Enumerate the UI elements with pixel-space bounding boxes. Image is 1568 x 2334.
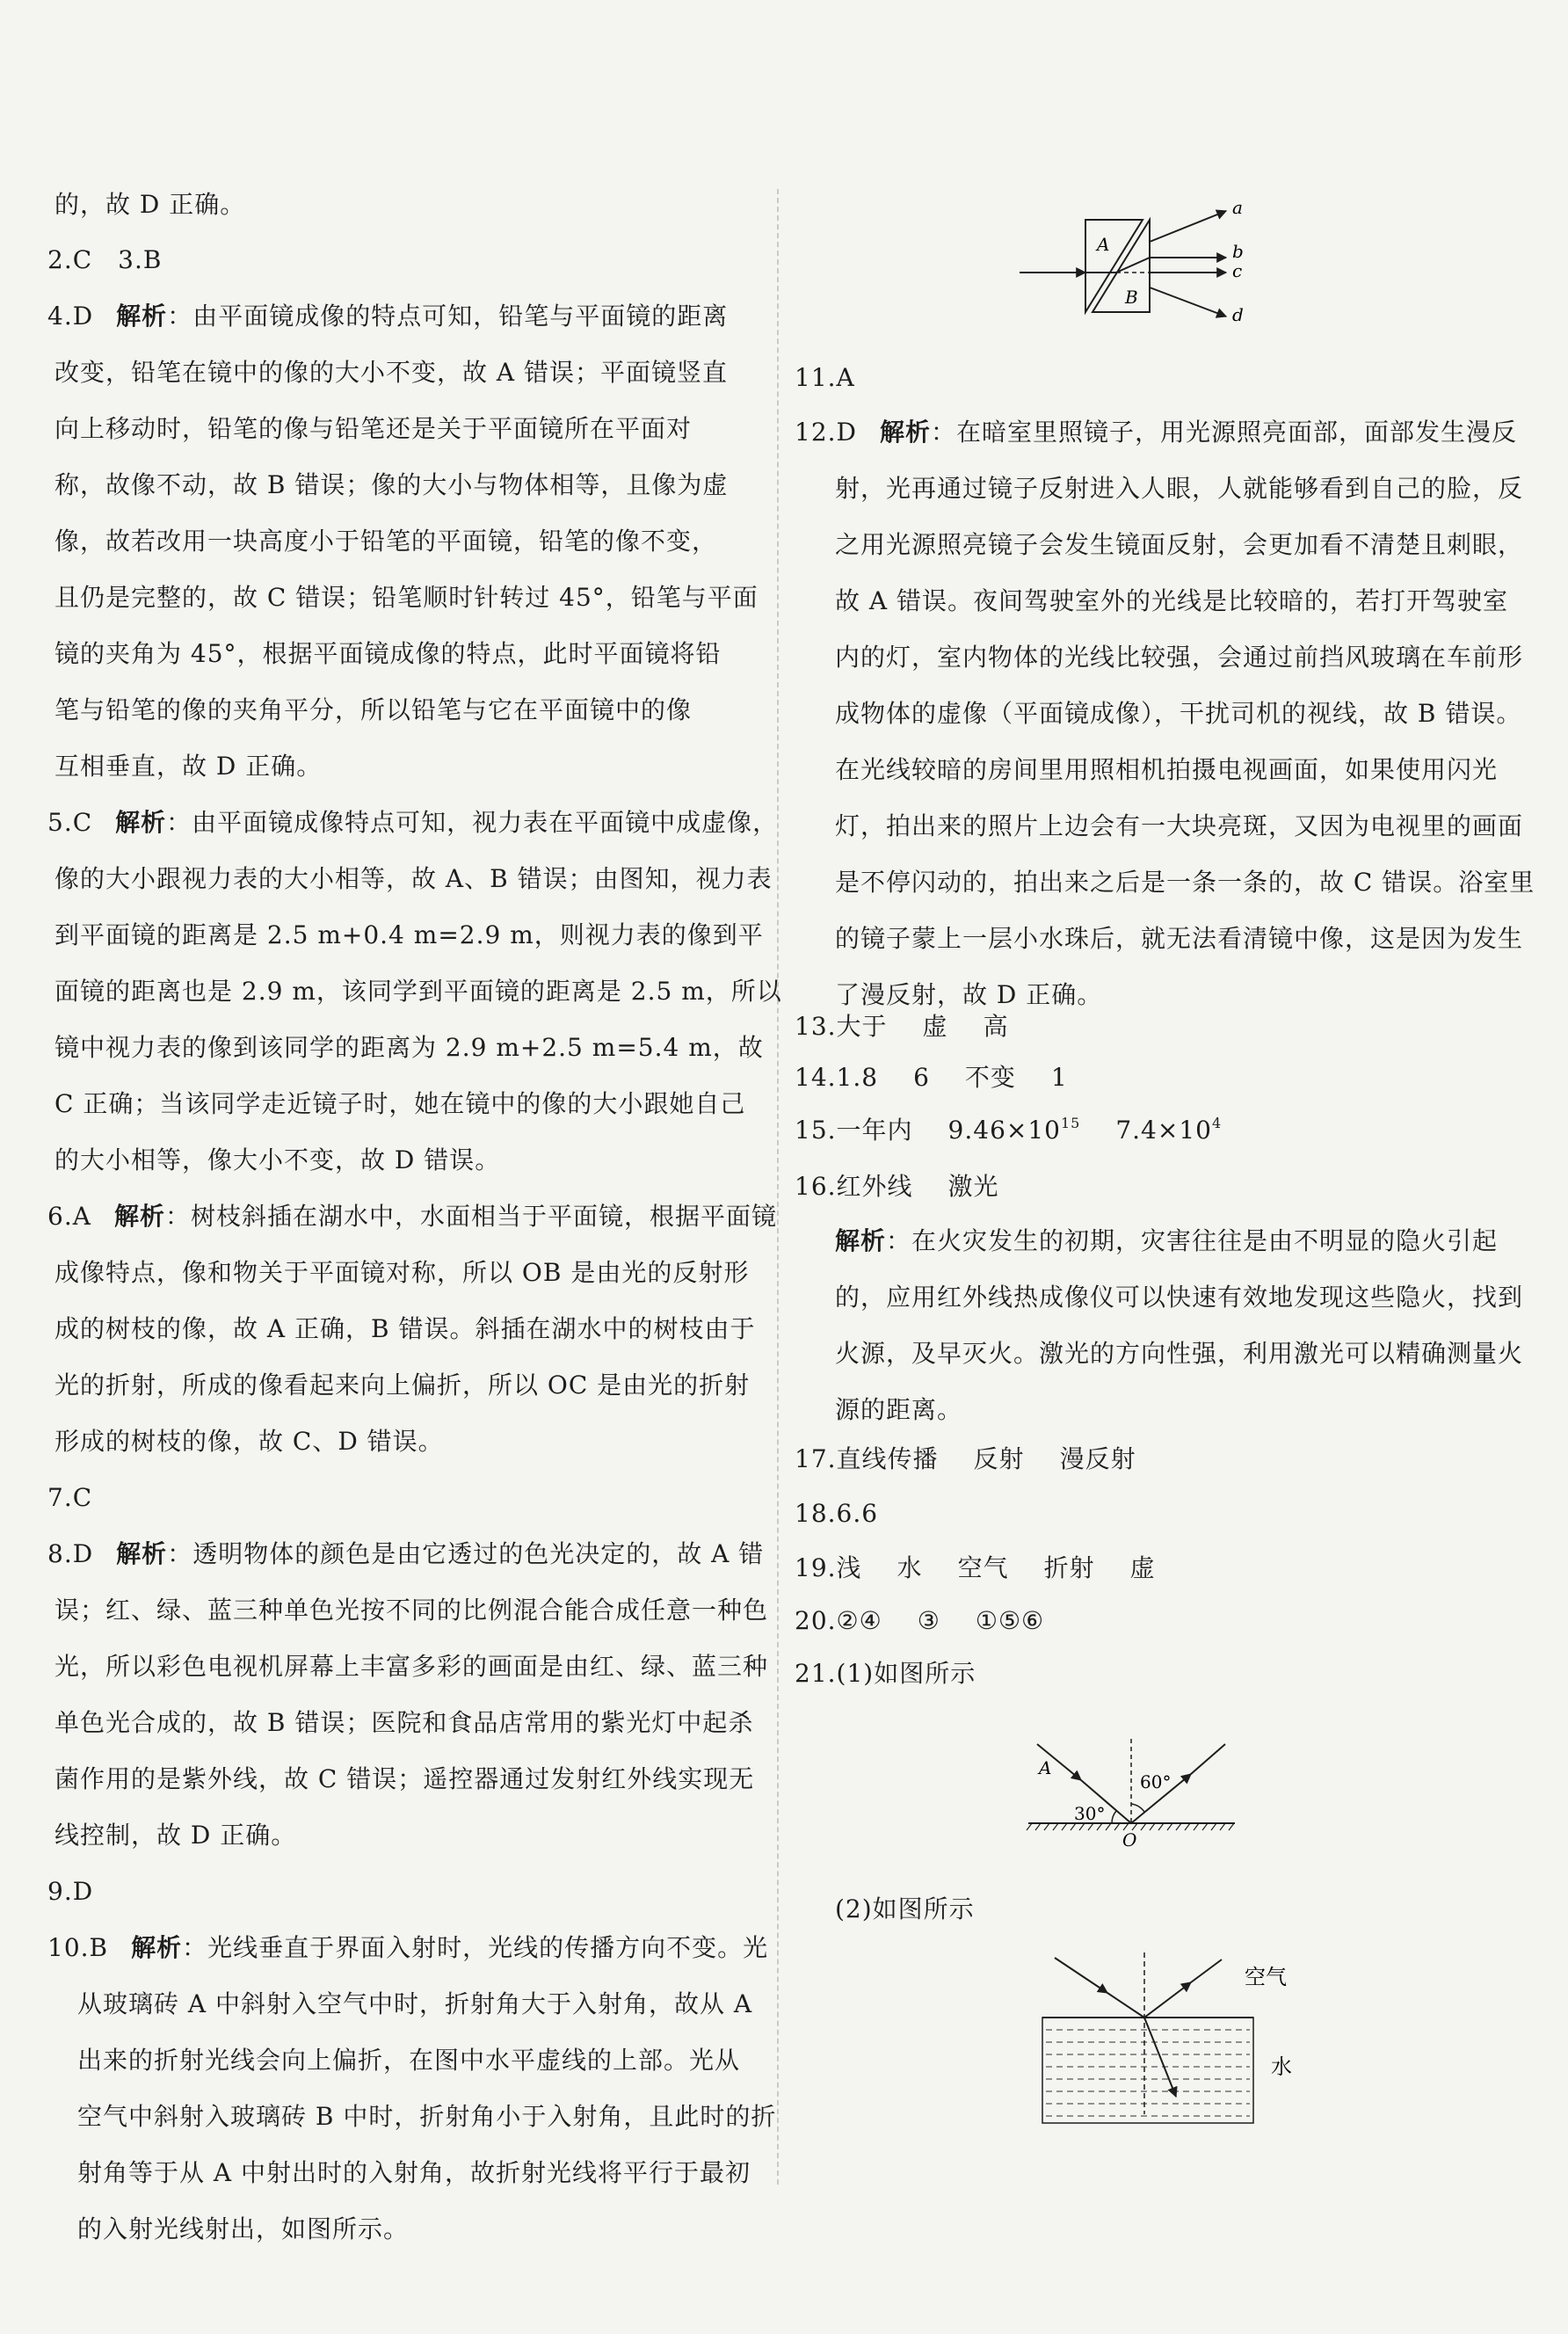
line-text: 射角等于从 A 中射出时的入射角，故折射光线将平行于最初 [77, 2158, 751, 2187]
answer-item: 直线传播 [836, 1444, 939, 1473]
text-line [54, 1593, 768, 1628]
question-21-part-2 [835, 1892, 975, 1927]
line-text: C 正确；当该同学走近镜子时，她在镜中的像的大小跟她自己 [54, 1089, 746, 1118]
line-text: 出来的折射光线会向上偏折，在图中水平虚线的上部。光从 [77, 2046, 741, 2075]
line-text: 面镜的距离也是 2.9 m，该同学到平面镜的距离是 2.5 m，所以 [54, 977, 782, 1006]
line-text: 射，光再通过镜子反射进入人眼，人就能够看到自己的脸，反 [835, 474, 1524, 503]
answer-17 [795, 1442, 1136, 1477]
text-line [54, 411, 692, 447]
question-12 [795, 415, 1517, 450]
text-line [77, 2099, 776, 2134]
text-line [54, 1312, 756, 1347]
line-text: 内的灯，室内物体的光线比较强，会通过前挡风玻璃在车前形 [835, 643, 1524, 672]
analysis-label: 解析 [879, 418, 931, 447]
text-line [835, 809, 1523, 844]
analysis-label: 解析 [835, 1226, 887, 1255]
answer-item: 反射 [973, 1444, 1025, 1473]
line-text: 在光线较暗的房间里用照相机拍摄电视画面，如果使用闪光 [835, 755, 1499, 784]
line-text: 改变，铅笔在镜中的像的大小不变，故 A 错误；平面镜竖直 [54, 358, 729, 387]
text-line [835, 753, 1498, 788]
line-text: ：树枝斜插在湖水中，水面相当于平面镜，根据平面镜 [164, 1202, 777, 1231]
text-line [54, 1087, 745, 1122]
line-text: 的大小相等，像大小不变，故 D 错误。 [54, 1145, 501, 1174]
exponent: 4 [1211, 1115, 1223, 1131]
text-line [77, 1987, 752, 2022]
line-text: 镜的夹角为 45°，根据平面镜成像的特点，此时平面镜将铅 [54, 639, 722, 668]
answer-item: 不变 [964, 1063, 1016, 1092]
question-10 [47, 1930, 768, 1966]
text-line [54, 524, 717, 559]
text-line [835, 471, 1523, 506]
exponent: 15 [1060, 1115, 1081, 1131]
text-line [54, 187, 245, 222]
medium-label-air: 空气 [1245, 1965, 1287, 1989]
answer-item: 虚 [922, 1012, 948, 1041]
analysis-label: 解析 [116, 302, 168, 331]
line-text: 称，故像不动，故 B 错误；像的大小与物体相等，且像为虚 [54, 470, 729, 499]
angle-label-60: 60° [1140, 1771, 1172, 1792]
text-line [54, 1368, 750, 1403]
line-text: ：由平面镜成像特点可知，视力表在平面镜中成虚像， [166, 808, 779, 837]
text-line [54, 1649, 768, 1684]
answer-13 [795, 1009, 1009, 1044]
line-text: 7.C [47, 1483, 93, 1512]
question-number: 13. [795, 1012, 837, 1041]
answer-item: 折射 [1043, 1553, 1095, 1582]
point-label-o: O [1122, 1829, 1137, 1850]
brick-label-b: B [1125, 287, 1138, 308]
line-text: 成像特点，像和物关于平面镜对称，所以 OB 是由光的反射形 [54, 1258, 750, 1287]
glass-brick-refraction-figure [1011, 189, 1257, 330]
text-line [54, 1424, 444, 1459]
answer-item: 大于 [836, 1012, 888, 1041]
question-16-analysis [835, 1224, 1498, 1259]
line-text: 光，所以彩色电视机屏幕上丰富多彩的画面是由红、绿、蓝三种 [54, 1652, 769, 1681]
text-line [54, 693, 692, 728]
text-line [835, 696, 1521, 731]
medium-label-water: 水 [1271, 2054, 1292, 2079]
text-line [835, 978, 1102, 1013]
reflection-figure [1020, 1730, 1248, 1862]
text-line [54, 1818, 296, 1853]
text-line [54, 862, 773, 897]
question-4 [47, 299, 728, 334]
line-text: 成物体的虚像（平面镜成像），干扰司机的视线，故 B 错误。 [835, 699, 1522, 728]
line-text: 的，故 D 正确。 [54, 190, 246, 219]
line-text: 误；红、绿、蓝三种单色光按不同的比例混合能合成任意一种色 [54, 1596, 769, 1625]
line-text: 像，故若改用一块高度小于铅笔的平面镜，铅笔的像不变， [54, 527, 718, 556]
text-line [835, 1392, 962, 1428]
line-text: 了漫反射，故 D 正确。 [835, 980, 1103, 1009]
answer-item: 激光 [947, 1172, 999, 1201]
text-line [54, 1705, 753, 1741]
ray-label-a: a [1232, 197, 1243, 218]
answer-item: ①⑤⑥ [975, 1606, 1045, 1635]
answer-item: 漫反射 [1059, 1444, 1136, 1473]
analysis-label: 解析 [113, 1202, 165, 1231]
text-line [835, 584, 1508, 619]
analysis-label: 解析 [131, 1933, 183, 1962]
question-number: 8.D [47, 1539, 94, 1568]
ray-label-c: c [1232, 260, 1243, 281]
line-text: 火源，及早灭火。激光的方向性强，利用激光可以精确测量火 [835, 1339, 1524, 1368]
text-line [835, 640, 1523, 675]
column-divider [777, 189, 779, 2185]
line-text: 镜中视力表的像到该同学的距离为 2.9 m+2.5 m=5.4 m，故 [54, 1033, 764, 1062]
line-text: ：光线垂直于界面入射时，光线的传播方向不变。光 [182, 1933, 769, 1962]
text-line [54, 974, 782, 1009]
answer-9 [47, 1874, 93, 1909]
line-text: 之用光源照亮镜子会发生镜面反射，会更加看不清楚且刺眼， [835, 530, 1524, 559]
line-text: (2)如图所示 [835, 1894, 975, 1923]
answer-item: 1 [1050, 1063, 1068, 1092]
answer-14 [795, 1060, 1068, 1095]
text-line [835, 865, 1535, 900]
line-text: 且仍是完整的，故 C 错误；铅笔顺时针转过 45°，铅笔与平面 [54, 583, 759, 612]
text-line [77, 2156, 751, 2191]
line-text: 故 A 错误。夜间驾驶室外的光线是比较暗的，若打开驾驶室 [835, 586, 1509, 615]
question-number: 19. [795, 1553, 837, 1582]
line-text: 的镜子蒙上一层小水珠后，就无法看清镜中像，这是因为发生 [835, 924, 1524, 953]
line-text: 2.C 3.B [47, 245, 163, 274]
question-number: 18. [795, 1499, 837, 1528]
answer-item: 虚 [1129, 1553, 1156, 1582]
text-line [54, 468, 728, 503]
answer-15 [795, 1113, 1222, 1148]
text-line [54, 580, 759, 615]
line-text: ：由平面镜成像的特点可知，铅笔与平面镜的距离 [167, 302, 729, 331]
refraction-figure [1037, 1947, 1301, 2132]
answer-item: 红外线 [836, 1172, 913, 1201]
line-text: 菌作用的是紫外线，故 C 错误；遥控器通过发射红外线实现无 [54, 1764, 755, 1793]
question-number: 15. [795, 1116, 837, 1145]
text-line [54, 1030, 764, 1065]
answer-18 [795, 1496, 878, 1531]
brick-label-a: A [1097, 234, 1110, 255]
question-number: 6.A [47, 1202, 91, 1231]
answer-item: ③ [917, 1606, 940, 1635]
line-text: 成的树枝的像，故 A 正确，B 错误。斜插在湖水中的树枝由于 [54, 1314, 756, 1343]
text-line [54, 1143, 500, 1178]
line-text: 互相垂直，故 D 正确。 [54, 752, 323, 781]
text-line [77, 2212, 409, 2247]
text-line [54, 749, 322, 784]
angle-label-30: 30° [1074, 1803, 1106, 1824]
question-number: 4.D [47, 302, 94, 331]
answer-item: ②④ [836, 1606, 882, 1635]
answer-item: 水 [897, 1553, 923, 1582]
question-6 [47, 1199, 777, 1234]
answer-item: 浅 [836, 1553, 862, 1582]
text-line [77, 2043, 740, 2078]
line-text: 源的距离。 [835, 1395, 963, 1424]
question-number: 17. [795, 1444, 837, 1473]
text-line [54, 636, 722, 672]
line-text: 笔与铅笔的像的夹角平分，所以铅笔与它在平面镜中的像 [54, 695, 693, 724]
line-text: 线控制，故 D 正确。 [54, 1821, 297, 1850]
text-line [835, 1280, 1523, 1315]
answer-item: 9.46×10 [947, 1116, 1061, 1145]
text-line [54, 355, 728, 390]
text-line [835, 921, 1523, 956]
text-line [835, 1336, 1523, 1371]
line-text: ：在火灾发生的初期，灾害往往是由不明显的隐火引起 [886, 1226, 1499, 1255]
line-text: 的，应用红外线热成像仪可以快速有效地发现这些隐火，找到 [835, 1283, 1524, 1312]
ray-label-d: d [1232, 304, 1244, 325]
analysis-label: 解析 [116, 1539, 168, 1568]
line-text: 灯，拍出来的照片上边会有一大块亮斑，又因为电视里的画面 [835, 811, 1524, 840]
question-8 [47, 1537, 764, 1572]
line-text: 从玻璃砖 A 中斜射入空气中时，折射角大于入射角，故从 A [77, 1989, 753, 2018]
answer-16 [795, 1169, 999, 1204]
answer-11 [795, 360, 855, 396]
question-number: 20. [795, 1606, 837, 1635]
answer-item: 6 [913, 1063, 930, 1092]
text-line [54, 918, 764, 953]
answer-item: 空气 [957, 1553, 1009, 1582]
question-5 [47, 805, 778, 840]
line-text: 是不停闪动的，拍出来之后是一条一条的，故 C 错误。浴室里 [835, 868, 1535, 897]
question-number: 10.B [47, 1933, 109, 1962]
line-text: 形成的树枝的像，故 C、D 错误。 [54, 1427, 444, 1456]
line-text: 21.(1)如图所示 [795, 1659, 976, 1688]
question-number: 12.D [795, 418, 857, 447]
text-line [54, 1762, 754, 1797]
text-line [54, 1255, 749, 1291]
ray-label-b: b [1232, 241, 1244, 262]
answer-7 [47, 1480, 92, 1516]
question-21-part-1 [795, 1656, 976, 1691]
line-text: 的入射光线射出，如图所示。 [77, 2214, 410, 2243]
question-number: 5.C [47, 808, 93, 837]
line-text: 向上移动时，铅笔的像与铅笔还是关于平面镜所在平面对 [54, 414, 693, 443]
answer-20 [795, 1603, 1044, 1639]
line-text: 11.A [795, 363, 855, 392]
answer-item: 7.4×10 [1115, 1116, 1212, 1145]
line-text: 像的大小跟视力表的大小相等，故 A、B 错误；由图知，视力表 [54, 864, 773, 893]
line-text: 9.D [47, 1877, 94, 1906]
line-text: 单色光合成的，故 B 错误；医院和食品店常用的紫光灯中起杀 [54, 1708, 754, 1737]
line-text: 光的折射，所成的像看起来向上偏折，所以 OC 是由光的折射 [54, 1371, 751, 1400]
line-text: 到平面镜的距离是 2.5 m+0.4 m=2.9 m，则视力表的像到平 [54, 920, 764, 949]
analysis-label: 解析 [115, 808, 167, 837]
question-number: 14. [795, 1063, 837, 1092]
answer-item: 高 [983, 1012, 1009, 1041]
answer-19 [795, 1551, 1156, 1586]
line-text: ：在暗室里照镜子，用光源照亮面部，面部发生漫反 [931, 418, 1518, 447]
question-number: 16. [795, 1172, 837, 1201]
line-text: 空气中斜射入玻璃砖 B 中时，折射角小于入射角，且此时的折 [77, 2102, 777, 2131]
line-text: ：透明物体的颜色是由它透过的色光决定的，故 A 错 [167, 1539, 765, 1568]
answer-item: 6.6 [836, 1499, 879, 1528]
answer-item: 一年内 [836, 1116, 913, 1145]
answer-item: 1.8 [836, 1063, 879, 1092]
point-label-a: A [1039, 1757, 1052, 1778]
text-line [835, 527, 1523, 563]
answer-2-3 [47, 243, 162, 278]
